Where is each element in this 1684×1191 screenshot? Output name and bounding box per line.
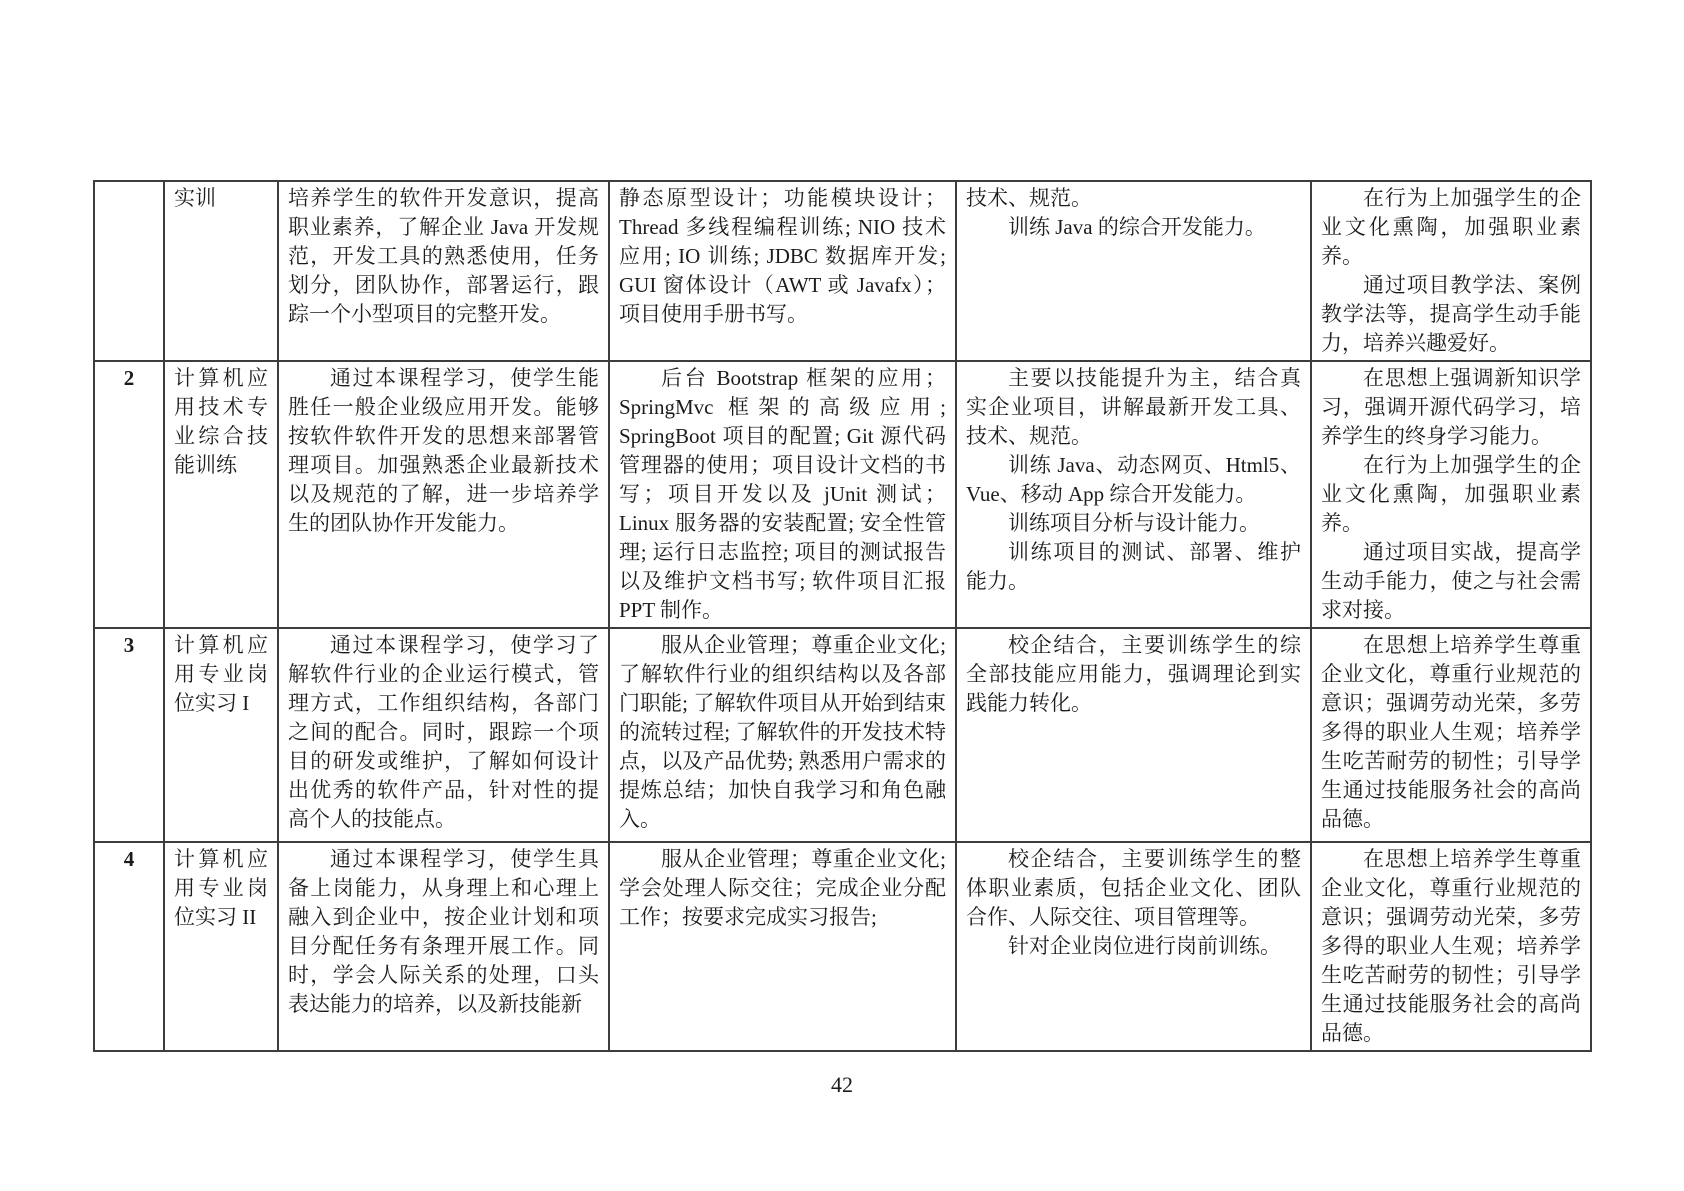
- cell-paragraph: 在行为上加强学生的企业文化熏陶，加强职业素养。: [1321, 453, 1581, 535]
- content-cell: [609, 842, 956, 1051]
- cell-paragraph: 通过本课程学习，使学生具备上岗能力，从身理上和心理上融入到企业中，按企业计划和项目分配任务有条理开展工作。同时，学会人际关系的处理，口头表达能力的培养，以及新技能新: [288, 847, 599, 1016]
- training-cell: [956, 181, 1311, 361]
- cell-paragraph: 通过项目教学法、案例教学法等，提高学生动手能力，培养兴趣爱好。: [1321, 273, 1581, 355]
- num-cell: 3: [94, 628, 164, 842]
- cell-paragraph: 培养学生的软件开发意识，提高职业素养，了解企业 Java 开发规范，开发工具的熟悉使用，任务划分，团队协作，部署运行，跟踪一个小型项目的完整开发。: [288, 186, 599, 326]
- objective-cell: [278, 628, 609, 842]
- cell-paragraph: 训练 Java、动态网页、Html5、Vue、移动 App 综合开发能力。: [966, 453, 1301, 506]
- cell-paragraph: 通过项目实战，提高学生动手能力，使之与社会需求对接。: [1321, 540, 1581, 622]
- num-cell: 4: [94, 842, 164, 1051]
- cell-paragraph: 后台 Bootstrap 框架的应用；SpringMvc 框架的高级应用; SpringBoot 项目的配置; Git 源代码管理器的使用；项目设计文档的书写；项目开发以及 jUnit 测试；Linux 服务器的安装配置; 安全性管理; 运行日志监控; 项目的测试报告以及维护文档书写; 软件项目汇报 PPT 制作。: [619, 366, 946, 622]
- course-cell: 计算机应用专业岗位实习 II: [164, 842, 278, 1051]
- cell-paragraph: 在行为上加强学生的企业文化熏陶，加强职业素养。: [1321, 186, 1581, 268]
- cell-paragraph: 主要以技能提升为主，结合真实企业项目，讲解最新开发工具、技术、规范。: [966, 366, 1301, 448]
- cell-paragraph: 服从企业管理；尊重企业文化; 学会处理人际交往；完成企业分配工作；按要求完成实习报告;: [619, 847, 946, 929]
- content-cell: [609, 181, 956, 361]
- objective-cell: [278, 181, 609, 361]
- course-cell: 计算机应用专业岗位实习 I: [164, 628, 278, 842]
- cell-paragraph: 校企结合，主要训练学生的整体职业素质，包括企业文化、团队合作、人际交往、项目管理等。: [966, 847, 1301, 929]
- num-cell: 2: [94, 361, 164, 628]
- cell-paragraph: 通过本课程学习，使学生能胜任一般企业级应用开发。能够按软件软件开发的思想来部署管理项目。加强熟悉企业最新技术以及规范的了解，进一步培养学生的团队协作开发能力。: [288, 366, 599, 535]
- training-cell: [956, 842, 1311, 1051]
- ideology-cell: [1311, 842, 1591, 1051]
- num-cell: [94, 181, 164, 361]
- cell-paragraph: 在思想上强调新知识学习，强调开源代码学习，培养学生的终身学习能力。: [1321, 366, 1581, 448]
- ideology-cell: [1311, 181, 1591, 361]
- cell-paragraph: 训练项目的测试、部署、维护能力。: [966, 540, 1301, 593]
- cell-paragraph: 技术、规范。: [966, 186, 1092, 210]
- cell-paragraph: 校企结合，主要训练学生的综全部技能应用能力，强调理论到实践能力转化。: [966, 633, 1301, 715]
- course-table-body: [94, 181, 1591, 1051]
- course-cell: 计算机应用技术专业综合技能训练: [164, 361, 278, 628]
- cell-paragraph: 静态原型设计；功能模块设计；Thread 多线程编程训练; NIO 技术应用; IO 训练; JDBC 数据库开发; GUI 窗体设计（AWT 或 Javafx）；项目使用手册书写。: [619, 186, 946, 326]
- training-cell: [956, 361, 1311, 628]
- cell-paragraph: 针对企业岗位进行岗前训练。: [1008, 934, 1281, 958]
- cell-paragraph: 训练 Java 的综合开发能力。: [1008, 215, 1266, 239]
- table-row: [94, 842, 1591, 1051]
- table-row: [94, 628, 1591, 842]
- table-row: [94, 361, 1591, 628]
- ideology-cell: [1311, 361, 1591, 628]
- content-cell: [609, 361, 956, 628]
- cell-paragraph: 服从企业管理；尊重企业文化; 了解软件行业的组织结构以及各部门职能; 了解软件项目从开始到结束的流转过程; 了解软件的开发技术特点，以及产品优势; 熟悉用户需求的提炼总结；加快自我学习和角色融入。: [619, 633, 946, 831]
- page-number: 42: [831, 1072, 853, 1097]
- course-cell: 实训: [164, 181, 278, 361]
- table-row: [94, 181, 1591, 361]
- cell-paragraph: 在思想上培养学生尊重企业文化，尊重行业规范的意识；强调劳动光荣，多劳多得的职业人生观；培养学生吃苦耐劳的韧性；引导学生通过技能服务社会的高尚品德。: [1321, 847, 1581, 1045]
- training-cell: [956, 628, 1311, 842]
- course-table: [93, 180, 1592, 1052]
- cell-paragraph: 训练项目分析与设计能力。: [1008, 511, 1260, 535]
- ideology-cell: [1311, 628, 1591, 842]
- cell-paragraph: 通过本课程学习，使学习了解软件行业的企业运行模式，管理方式，工作组织结构，各部门之间的配合。同时，跟踪一个项目的研发或维护，了解如何设计出优秀的软件产品，针对性的提高个人的技能点。: [288, 633, 599, 831]
- content-cell: [609, 628, 956, 842]
- objective-cell: [278, 361, 609, 628]
- cell-paragraph: 在思想上培养学生尊重企业文化，尊重行业规范的意识；强调劳动光荣，多劳多得的职业人生观；培养学生吃苦耐劳的韧性；引导学生通过技能服务社会的高尚品德。: [1321, 633, 1581, 831]
- objective-cell: [278, 842, 609, 1051]
